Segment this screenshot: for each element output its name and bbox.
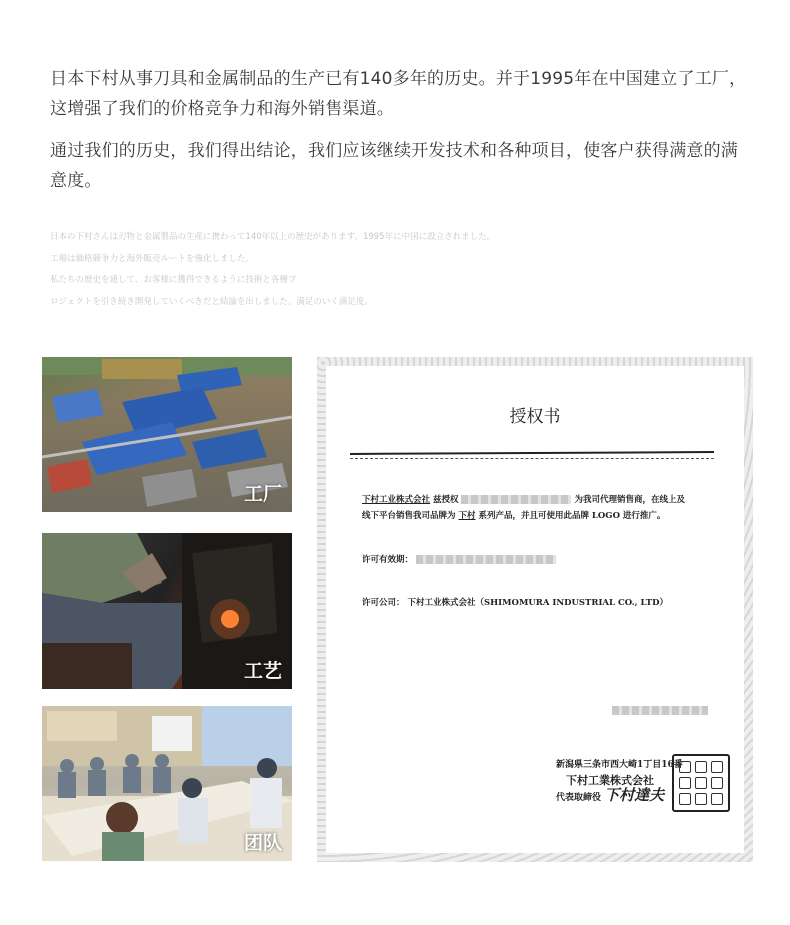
certificate-paper xyxy=(326,366,744,853)
japanese-line-2: 工場は価格競争力と海外販売ルートを強化しました。 xyxy=(50,253,255,264)
title-rule xyxy=(350,451,714,455)
japanese-line-3: 私たちの歴史を通して、お客様に獲得できるように技術と各種プ xyxy=(50,275,297,285)
title-dashed-rule xyxy=(350,458,714,459)
intro-paragraph-1: 日本下村从事刀具和金属制品的生产已有140多年的历史。并于1995年在中国建立了工厂，这增强了我们的价格竞争力和海外销售渠道。 xyxy=(50,69,747,119)
authorization-certificate xyxy=(317,357,753,862)
grant-text: 兹授权 xyxy=(432,495,459,505)
redacted-date-block xyxy=(612,706,708,715)
redacted-dealer xyxy=(461,495,571,504)
japanese-section xyxy=(50,227,750,313)
japanese-line-4: ロジェクトを引き続き開発していくべきだと結論を出しました。満足のいく満足度。 xyxy=(50,296,373,307)
photo-caption: 工厂 xyxy=(243,483,282,505)
photo-caption: 工艺 xyxy=(243,660,282,682)
company-name: 下村工业株式会社 xyxy=(362,495,431,505)
authorization-line-1 xyxy=(362,492,732,508)
authorization-line-2 xyxy=(362,508,732,524)
licensor-line xyxy=(362,595,732,611)
company-seal-icon xyxy=(672,754,730,812)
validity-label: 许可有效期： xyxy=(362,555,414,565)
brand-name: 下村 xyxy=(458,511,476,521)
japanese-line-1: 日本の下村さんは刃物と金属製品の生産に携わって140年以上の歴史があります。1995年に中国に設立されました。 xyxy=(50,232,496,242)
certificate-title: 授权书 xyxy=(509,407,561,427)
team-photo xyxy=(42,706,292,861)
representative-title: 代表取締役 xyxy=(556,793,602,803)
craft-photo xyxy=(42,533,292,689)
redacted-date xyxy=(612,703,708,719)
company-address: 新潟県三条市西大崎1丁目16番 xyxy=(556,760,683,770)
grant-tail-text: 为我司代理销售商，在线上及 xyxy=(574,495,685,505)
brand-prefix-text: 线下平台销售我司品牌为 xyxy=(362,511,456,521)
intro-section xyxy=(50,64,750,196)
redacted-validity xyxy=(416,555,556,564)
brand-suffix-text: 系列产品，并且可使用此品牌 LOGO 进行推广。 xyxy=(478,511,666,521)
company-name-jp: 下村工業株式会社 xyxy=(566,774,654,787)
intro-paragraph-2: 通过我们的历史，我们得出结论，我们应该继续开发技术和各种项目，使客户获得满意的满意度。 xyxy=(50,141,738,191)
photo-caption: 团队 xyxy=(243,832,282,854)
licensor-name: 下村工业株式会社（SHIMOMURA INDUSTRIAL CO., LTD） xyxy=(407,598,668,608)
licensor-label: 许可公司： xyxy=(362,598,405,608)
representative-signature: 下村達夫 xyxy=(604,786,665,804)
factory-photo xyxy=(42,357,292,512)
validity-line xyxy=(362,552,732,568)
